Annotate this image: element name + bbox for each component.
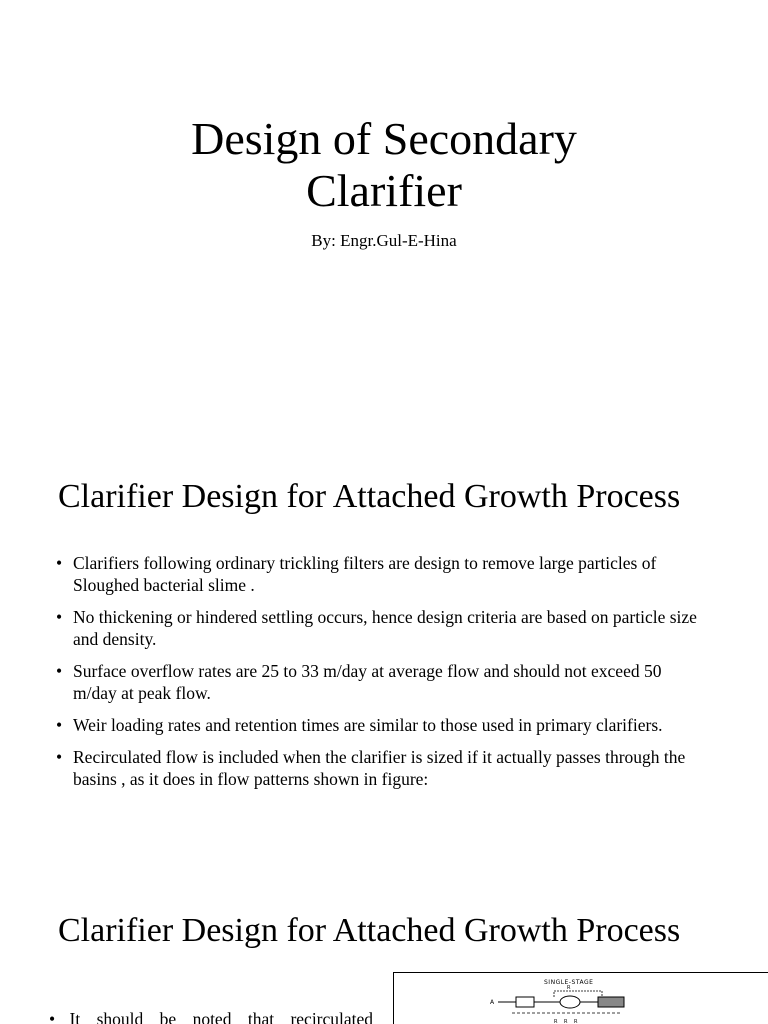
diagram-letter: A <box>490 999 495 1006</box>
bullet-marker: • <box>56 661 63 681</box>
bullet-marker: • <box>56 747 63 767</box>
partial-bullet-item <box>49 1008 374 1024</box>
bullet-text: Clarifiers following ordinary trickling filters are design to remove large particles of Sloughed bacterial slime . <box>73 553 657 595</box>
flow-diagram <box>394 973 768 1024</box>
content-slide-1 <box>0 434 768 868</box>
figure-label: SINGLE-STAGE <box>544 979 594 986</box>
title-slide <box>0 0 768 434</box>
title-line-2: Clarifier <box>306 165 462 216</box>
bullet-text: Recirculated flow is included when the clarifier is sized if it actually passes through the basins , as it does in flow patterns shown in figure: <box>73 747 686 789</box>
presentation-title <box>0 113 768 217</box>
diagram-letter: R <box>574 1019 578 1024</box>
title-line-1: Design of Secondary <box>191 113 577 164</box>
bullet-item <box>56 660 706 704</box>
bullet-item <box>56 552 706 596</box>
bullet-text: No thickening or hindered settling occurs, hence design criteria are based on particle size and density. <box>73 607 697 649</box>
diagram-letter: R <box>554 1019 558 1024</box>
bullet-word: noted <box>192 1009 232 1024</box>
diagram-letter: R <box>564 1019 568 1024</box>
trickling-filter-shape <box>560 996 580 1008</box>
bullet-word: be <box>159 1009 177 1024</box>
bullet-word: that <box>247 1009 275 1024</box>
primary-tank-shape <box>516 997 534 1007</box>
bullet-marker: • <box>56 553 63 573</box>
bullet-item <box>56 714 706 736</box>
bullet-word: should <box>96 1009 144 1024</box>
diagram-letter: R <box>567 985 571 991</box>
author-byline: By: Engr.Gul-E-Hina <box>311 231 457 250</box>
content-slide-2 <box>0 868 768 1024</box>
slide-heading: Clarifier Design for Attached Growth Process <box>58 912 681 949</box>
slide-heading: Clarifier Design for Attached Growth Process <box>58 478 681 515</box>
bullet-marker: • <box>49 1009 56 1024</box>
bullet-text: Weir loading rates and retention times are similar to those used in primary clarifiers. <box>73 715 663 735</box>
flow-pattern-figure[interactable] <box>393 972 768 1024</box>
bullet-word: recirculated <box>290 1009 374 1024</box>
bullet-marker: • <box>56 715 63 735</box>
bullet-word: It <box>69 1009 81 1024</box>
bullet-item <box>56 746 706 790</box>
bullet-item <box>56 606 706 650</box>
secondary-clarifier-shape <box>598 997 624 1007</box>
bullet-text: Surface overflow rates are 25 to 33 m/day at average flow and should not exceed 50 m/day at peak flow. <box>73 661 662 703</box>
bullet-list <box>56 552 706 800</box>
bullet-marker: • <box>56 607 63 627</box>
recirculation-line <box>554 991 602 997</box>
